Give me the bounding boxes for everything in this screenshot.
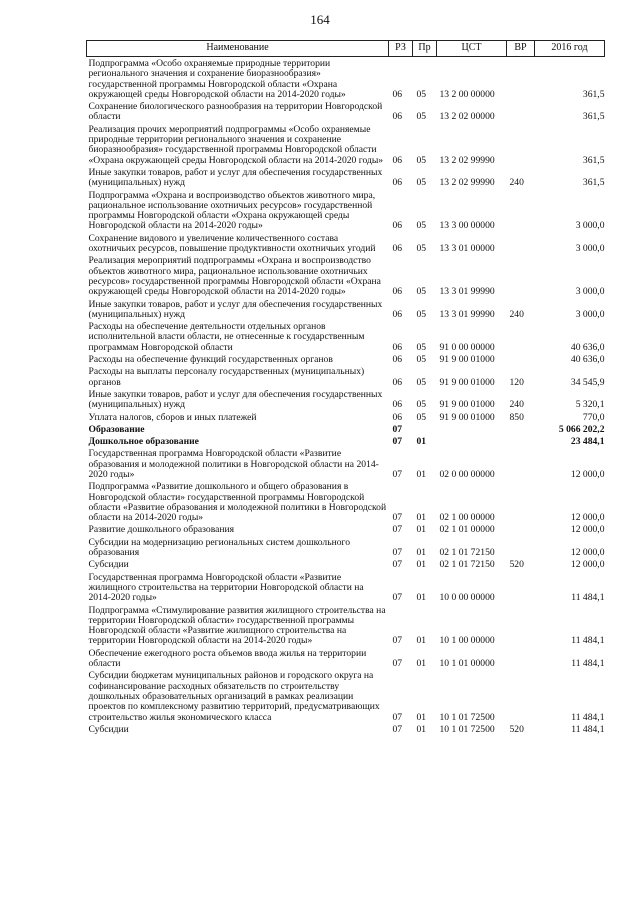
- table-row: [87, 125, 605, 168]
- cell-sum: 11 484,1: [571, 635, 605, 647]
- cell-rz: 07: [392, 436, 403, 448]
- cell-rz: 07: [392, 658, 403, 670]
- cell-name: Подпрограмма «Особо охраняемые природные территории регионального значения и сохранение биоразнообразия» государственной программы Новгородской области «Охрана окружающей среды Новгородской области на 2014-2020 годы»: [88, 58, 346, 100]
- table-row: [87, 725, 605, 737]
- header-sum: 2016 год: [535, 41, 605, 57]
- cell-vr: 240: [509, 177, 524, 189]
- cell-cst: 02 1 01 72150: [439, 559, 495, 571]
- cell-cst: [437, 425, 507, 437]
- cell-name: Иные закупки товаров, работ и услуг для обеспечения государственных (муниципальных) нужд: [88, 388, 383, 411]
- cell-sum: 361,5: [582, 177, 605, 189]
- cell-rz: 06: [392, 399, 403, 411]
- cell-vr: 240: [509, 399, 524, 411]
- cell-sum: 3 000,0: [575, 243, 605, 255]
- table-row: [87, 322, 605, 355]
- cell-sum: 3 000,0: [575, 308, 605, 320]
- cell-sum: 40 636,0: [570, 354, 605, 366]
- cell-vr: [507, 191, 535, 234]
- cell-sum: 12 000,0: [570, 512, 605, 524]
- cell-pr: 01: [416, 635, 427, 647]
- cell-sum: 12 000,0: [570, 524, 605, 536]
- cell-rz: 06: [392, 243, 403, 255]
- cell-rz: 07: [392, 635, 403, 647]
- cell-name: Субсидии на модернизацию региональных систем дошкольного образования: [88, 536, 351, 559]
- cell-rz: 07: [392, 423, 403, 435]
- cell-name: Развитие дошкольного образования: [88, 524, 235, 536]
- cell-pr: 05: [416, 341, 427, 353]
- cell-vr: [507, 606, 535, 649]
- cell-pr: 01: [416, 512, 427, 524]
- cell-name: Расходы на выплаты персоналу государственных (муниципальных) органов: [88, 366, 365, 388]
- header-cst: ЦСТ: [437, 41, 507, 57]
- cell-sum: 3 000,0: [575, 220, 605, 232]
- cell-vr: 850: [509, 411, 524, 423]
- cell-name: Государственная программа Новгородской области «Развитие жилищного строительства на территории Новгородской области на 2014-2020 годы»: [88, 571, 364, 604]
- cell-cst: 02 0 00 00000: [439, 468, 495, 480]
- table-row: [87, 538, 605, 561]
- cell-cst: 91 9 00 01000: [439, 411, 495, 423]
- cell-sum: 12 000,0: [570, 547, 605, 559]
- cell-name: Сохранение видового и увеличение количественного состава охотничьих ресурсов, повышение продуктивности охотничьих угодий: [88, 232, 376, 255]
- cell-pr: 05: [416, 220, 427, 232]
- cell-rz: 06: [392, 177, 403, 189]
- cell-sum: 12 000,0: [570, 468, 605, 480]
- cell-pr: 05: [416, 399, 427, 411]
- cell-name: Расходы на обеспечение деятельности отдельных органов исполнительной власти области, не отнесенные к государственным программам Новгородской области: [88, 321, 365, 353]
- cell-rz: 06: [392, 111, 403, 123]
- cell-vr: 520: [509, 723, 524, 735]
- cell-sum: 361,5: [582, 111, 605, 123]
- cell-pr: 05: [416, 88, 427, 100]
- cell-pr: 01: [416, 658, 427, 670]
- cell-vr: 120: [509, 376, 524, 388]
- cell-cst: 91 9 00 01000: [439, 354, 495, 366]
- cell-cst: 91 0 00 00000: [439, 341, 495, 353]
- cell-pr: 05: [416, 376, 427, 388]
- cell-pr: 05: [416, 308, 427, 320]
- cell-rz: 07: [392, 547, 403, 559]
- cell-vr: 520: [509, 559, 524, 571]
- cell-sum: 40 636,0: [570, 341, 605, 353]
- cell-rz: 06: [392, 411, 403, 423]
- header-vr: ВР: [507, 41, 535, 57]
- table-row: [87, 560, 605, 572]
- cell-rz: 07: [392, 723, 403, 735]
- cell-rz: 06: [392, 154, 403, 166]
- cell-name: Подпрограмма «Охрана и воспроизводство объектов животного мира, рациональное использование охотничьих ресурсов» государственной программы Новгородской области «Охрана окружающей среды Новгородской области на 2014-2020 годы»: [88, 189, 376, 232]
- table-row: [87, 649, 605, 672]
- cell-sum: 5 320,1: [575, 399, 605, 411]
- table-body: [87, 57, 605, 738]
- cell-name: Расходы на обеспечение функций государственных органов: [88, 354, 333, 366]
- cell-sum: 770,0: [582, 411, 605, 423]
- cell-vr: 240: [509, 308, 524, 320]
- table-row: [87, 57, 605, 103]
- cell-rz: 06: [392, 341, 403, 353]
- cell-cst: 13 2 00 00000: [439, 88, 495, 100]
- cell-rz: 06: [392, 286, 403, 298]
- cell-rz: 07: [392, 512, 403, 524]
- cell-rz: 06: [392, 376, 403, 388]
- cell-name: Подпрограмма «Стимулирование развития жилищного строительства на территории Новгородской области» государственной программы Новгородской области «Развитие жилищного строительства на территории Новгородской области на 2014-2020 годы»: [88, 604, 386, 647]
- cell-name: Иные закупки товаров, работ и услуг для обеспечения государственных (муниципальных) нужд: [88, 166, 383, 189]
- cell-sum: 23 484,1: [570, 436, 605, 448]
- cell-rz: 06: [392, 220, 403, 232]
- table-row: [87, 413, 605, 425]
- cell-pr: 05: [416, 177, 427, 189]
- cell-vr: [507, 322, 535, 355]
- cell-name: Реализация мероприятий подпрограммы «Охрана и воспроизводство объектов животного мира, рациональное использование охотничьих ресурсов» государственной программы Новгородской области «Охрана окружающей среды Новгородской области на 2014-2020 годы»: [88, 255, 381, 298]
- cell-sum: 11 484,1: [571, 658, 605, 670]
- cell-cst: 13 2 02 00000: [439, 111, 495, 123]
- cell-cst: 13 3 01 00000: [439, 243, 495, 255]
- budget-table: [86, 40, 605, 737]
- cell-rz: 06: [392, 308, 403, 320]
- cell-vr: [507, 649, 535, 672]
- cell-sum: 361,5: [582, 154, 605, 166]
- cell-pr: 05: [416, 286, 427, 298]
- table-row: [87, 367, 605, 390]
- cell-pr: 01: [416, 559, 427, 571]
- cell-vr: [507, 449, 535, 482]
- cell-pr: 05: [416, 154, 427, 166]
- cell-cst: 91 9 00 01000: [439, 399, 495, 411]
- cell-cst: [437, 437, 507, 449]
- cell-cst: 10 1 01 00000: [439, 658, 495, 670]
- cell-vr: [507, 102, 535, 125]
- cell-cst: 91 9 00 01000: [439, 376, 495, 388]
- cell-name: Обеспечение ежегодного роста объемов ввода жилья на территории области: [88, 647, 367, 670]
- cell-name: Государственная программа Новгородской области «Развитие образования и молодежной политики в Новгородской области на 2014-2020 годы»: [88, 448, 379, 480]
- cell-sum: 11 484,1: [571, 592, 605, 604]
- cell-name: Уплата налогов, сборов и иных платежей: [88, 411, 257, 423]
- header-rz: РЗ: [389, 41, 413, 57]
- cell-pr: 01: [416, 468, 427, 480]
- cell-cst: 10 1 01 72500: [439, 711, 495, 723]
- cell-cst: 13 2 02 99990: [439, 177, 495, 189]
- cell-pr: 01: [416, 723, 427, 735]
- cell-rz: 07: [392, 711, 403, 723]
- cell-cst: 13 3 00 00000: [439, 220, 495, 232]
- cell-sum: 361,5: [582, 88, 605, 100]
- table-row: [87, 102, 605, 125]
- cell-name: Субсидии: [88, 559, 129, 571]
- table-row: [87, 390, 605, 413]
- cell-name: Образование: [88, 423, 145, 435]
- cell-vr: [507, 671, 535, 724]
- table-row: [87, 482, 605, 525]
- cell-name: Иные закупки товаров, работ и услуг для обеспечения государственных (муниципальных) нужд: [88, 298, 383, 320]
- page-number: 164: [310, 12, 330, 27]
- cell-cst: 10 1 01 72500: [439, 723, 495, 735]
- cell-pr: 01: [416, 436, 427, 448]
- cell-vr: [507, 525, 535, 537]
- cell-rz: 06: [392, 354, 403, 366]
- table-header-row: [87, 41, 605, 57]
- table-row: [87, 606, 605, 649]
- cell-cst: 13 3 01 99990: [439, 286, 495, 298]
- cell-name: Субсидии бюджетам муниципальных районов и городского округа на софинансирование расходных обязательств по строительству дошкольных образовательных организаций в рамках реализации проектов по комплексному развитию территорий, предусматривающих строительство жилья экономического класса: [88, 670, 380, 723]
- cell-cst: 13 2 02 99990: [439, 154, 495, 166]
- cell-cst: 02 1 01 00000: [439, 524, 495, 536]
- cell-pr: 01: [416, 711, 427, 723]
- table-row: [87, 573, 605, 606]
- cell-vr: [507, 437, 535, 449]
- cell-sum: 3 000,0: [575, 286, 605, 298]
- cell-rz: 07: [392, 524, 403, 536]
- cell-sum: 12 000,0: [570, 559, 605, 571]
- cell-pr: 01: [416, 547, 427, 559]
- cell-cst: 02 1 01 72150: [439, 547, 495, 559]
- cell-name: Подпрограмма «Развитие дошкольного и общего образования в Новгородской области» государственной программы Новгородской области «Развитие образования и молодежной политики в Новгородской области на 2014-2020 годы»: [88, 481, 387, 524]
- cell-rz: 06: [392, 88, 403, 100]
- cell-pr: 05: [416, 411, 427, 423]
- cell-sum: 34 545,9: [570, 376, 605, 388]
- cell-pr: 01: [416, 592, 427, 604]
- table-row: [87, 256, 605, 299]
- cell-sum: 11 484,1: [571, 711, 605, 723]
- cell-vr: [507, 125, 535, 168]
- table-row: [87, 671, 605, 724]
- cell-cst: 13 3 01 99990: [439, 308, 495, 320]
- table-row: [87, 525, 605, 537]
- cell-rz: 07: [392, 468, 403, 480]
- cell-vr: [507, 482, 535, 525]
- cell-name: Сохранение биологического разнообразия на территории Новгородской области: [88, 101, 383, 123]
- cell-pr: 05: [416, 354, 427, 366]
- table-row: [87, 300, 605, 323]
- cell-pr: 01: [416, 524, 427, 536]
- header-name: Наименование: [87, 41, 389, 57]
- cell-cst: 10 0 00 00000: [439, 592, 495, 604]
- table-row: [87, 234, 605, 257]
- table-row: [87, 191, 605, 234]
- cell-vr: [507, 538, 535, 561]
- cell-vr: [507, 234, 535, 257]
- cell-name: Субсидии: [88, 723, 129, 735]
- cell-pr: 05: [416, 243, 427, 255]
- cell-rz: 07: [392, 592, 403, 604]
- cell-name: Дошкольное образование: [88, 436, 199, 448]
- cell-pr: 05: [416, 111, 427, 123]
- cell-sum: 11 484,1: [571, 723, 605, 735]
- cell-sum: 5 066 202,2: [558, 423, 605, 435]
- cell-cst: 02 1 00 00000: [439, 512, 495, 524]
- cell-vr: [507, 57, 535, 103]
- cell-vr: [507, 425, 535, 437]
- cell-cst: 10 1 00 00000: [439, 635, 495, 647]
- cell-vr: [507, 573, 535, 606]
- header-pr: Пр: [413, 41, 437, 57]
- table-row: [87, 449, 605, 482]
- table-row: [87, 168, 605, 191]
- cell-rz: 07: [392, 559, 403, 571]
- cell-name: Реализация прочих мероприятий подпрограммы «Особо охраняемые природные территории регионального значения и сохранение биоразнообразия» государственной программы Новгородской области «Охрана окружающей среды Новгородской области на 2014-2020 годы»: [88, 123, 384, 166]
- cell-vr: [507, 355, 535, 367]
- cell-vr: [507, 256, 535, 299]
